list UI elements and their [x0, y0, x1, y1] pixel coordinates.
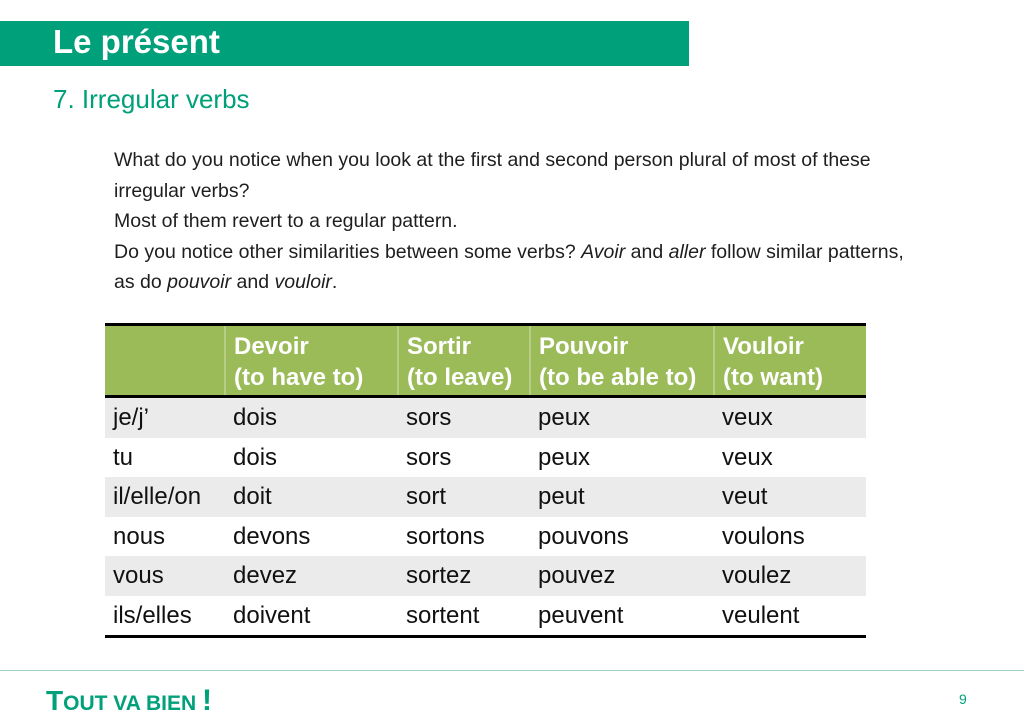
table-row	[105, 477, 866, 517]
body-text-part: and	[625, 240, 669, 263]
tout-va-bien-logo	[46, 678, 246, 718]
devoir-cell: dois	[233, 404, 278, 432]
verb-aller: aller	[668, 240, 706, 263]
header-meaning: (to leave)	[407, 364, 513, 391]
sortir-cell: sortez	[406, 562, 472, 590]
body-text-part: follow similar patterns, as do	[114, 240, 904, 293]
vouloir-cell: veut	[722, 483, 768, 511]
sortir-cell: sors	[406, 404, 452, 432]
vouloir-cell: voulez	[722, 562, 792, 590]
header-verb: Pouvoir	[539, 333, 629, 360]
vouloir-cell: veux	[722, 443, 773, 471]
header-pouvoir	[530, 325, 714, 397]
table-row	[105, 596, 866, 637]
verb-pouvoir: pouvoir	[167, 271, 232, 293]
verb-vouloir: vouloir	[274, 271, 332, 293]
header-sortir	[398, 325, 530, 397]
header-pronoun	[105, 325, 225, 397]
vouloir-cell: voulons	[722, 522, 805, 550]
pouvoir-cell: pouvons	[538, 522, 629, 550]
pronoun-cell: tu	[113, 443, 134, 471]
pronoun-cell: ils/elles	[105, 596, 225, 637]
page-number: 9	[959, 691, 967, 707]
pouvoir-cell: pouvez	[538, 562, 616, 590]
pronoun-cell: je/j’	[113, 404, 150, 432]
verb-avoir: Avoir	[581, 240, 626, 263]
devoir-cell: devez	[233, 562, 298, 590]
vouloir-cell: veulent	[714, 596, 866, 637]
table-row	[105, 517, 866, 557]
vouloir-cell: veux	[722, 404, 773, 432]
pronoun-cell: il/elle/on	[113, 483, 202, 511]
body-line-2: Most of them revert to a regular pattern.	[114, 210, 458, 232]
pronoun-cell: vous	[113, 562, 164, 590]
sortir-cell: sors	[406, 443, 452, 471]
devoir-cell: devons	[233, 522, 311, 550]
sortir-cell: sortons	[406, 522, 485, 550]
header-meaning: (to want)	[723, 364, 823, 391]
sortir-cell: sortent	[398, 596, 530, 637]
header-vouloir	[714, 325, 866, 397]
table-row	[105, 438, 866, 478]
body-line-3	[114, 237, 914, 298]
slide-title: Le présent	[53, 23, 220, 60]
header-verb: Devoir	[234, 333, 309, 360]
slide-subtitle: 7. Irregular verbs	[53, 84, 250, 114]
sortir-cell: sort	[406, 483, 447, 511]
footer-divider	[0, 670, 1024, 671]
body-text-part: .	[331, 271, 338, 293]
pronoun-cell: nous	[113, 522, 166, 550]
title-bar	[0, 21, 689, 66]
pouvoir-cell: peux	[538, 404, 591, 432]
header-devoir	[225, 325, 398, 397]
header-verb: Sortir	[407, 333, 472, 360]
header-verb: Vouloir	[723, 333, 804, 360]
devoir-cell: dois	[233, 443, 278, 471]
svg-text:TOUT VA BIEN !: TOUT VA BIEN !	[46, 684, 212, 717]
table-row	[105, 397, 866, 438]
body-line-1: What do you notice when you look at the first and second person plural of most of these irregular verbs?	[114, 149, 871, 202]
body-text-part: and	[231, 271, 275, 293]
header-meaning: (to be able to)	[539, 364, 697, 391]
pouvoir-cell: peut	[538, 483, 585, 511]
devoir-cell: doit	[233, 483, 272, 511]
body-text-part: Do you notice other similarities between some verbs?	[114, 240, 582, 263]
table-row	[105, 556, 866, 596]
header-meaning: (to have to)	[234, 364, 364, 391]
pouvoir-cell: peux	[538, 443, 591, 471]
devoir-cell: doivent	[225, 596, 398, 637]
verb-conjugation-table	[105, 323, 866, 638]
body-text	[114, 145, 914, 298]
pouvoir-cell: peuvent	[530, 596, 714, 637]
table-header-row	[105, 325, 866, 397]
